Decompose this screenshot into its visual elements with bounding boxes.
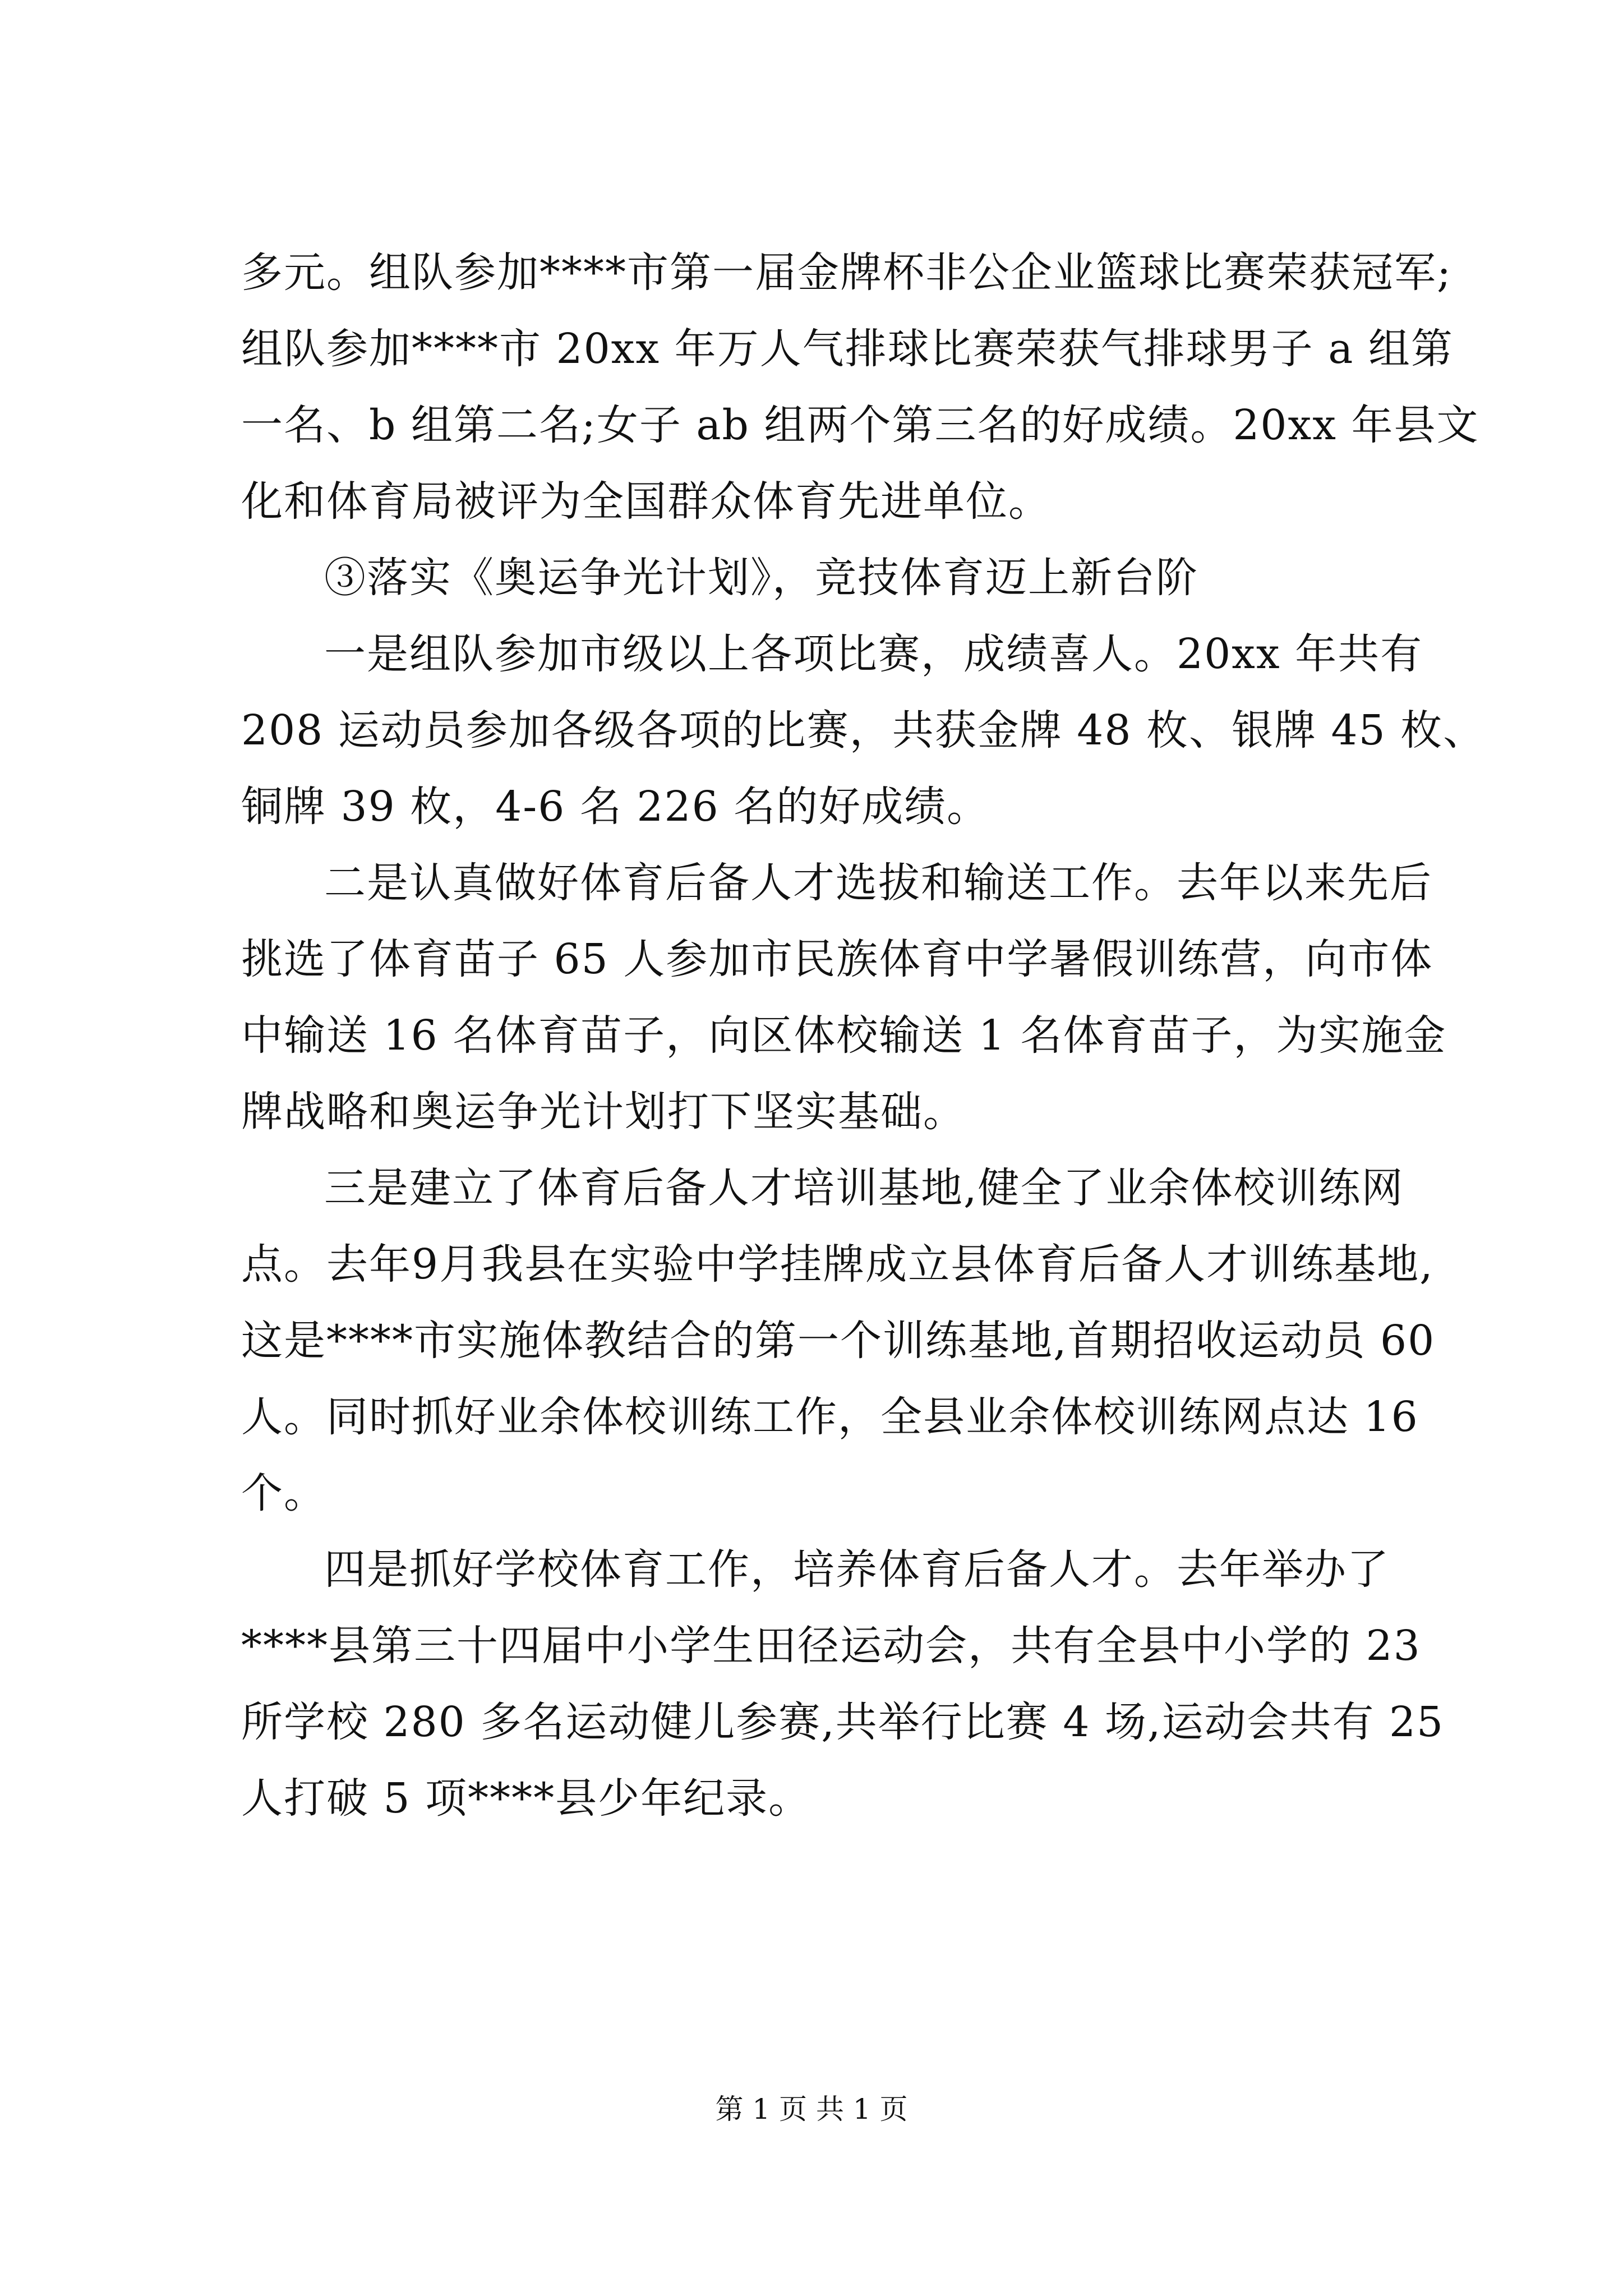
text-line: 中输送 16 名体育苗子，向区体校输送 1 名体育苗子，为实施金 xyxy=(241,1011,1447,1060)
text-line: 铜牌 39 枚，4-6 名 226 名的好成绩。 xyxy=(241,783,990,831)
text-line: 这是****市实施体教结合的第一个训练基地,首期招收运动员 60 xyxy=(241,1317,1436,1365)
paragraph-start: 二是认真做好体育后备人才选拔和输送工作。去年以来先后 xyxy=(324,859,1432,907)
text-line: 组队参加****市 20xx 年万人气排球比赛荣获气排球男子 a 组第 xyxy=(241,325,1454,373)
paragraph-start: 四是抓好学校体育工作，培养体育后备人才。去年举办了 xyxy=(324,1545,1390,1594)
paragraph-start: 三是建立了体育后备人才培训基地,健全了业余体校训练网 xyxy=(324,1164,1404,1212)
text-line: 人打破 5 项****县少年纪录。 xyxy=(241,1774,811,1823)
section-heading: ③落实《奥运争光计划》，竞技体育迈上新台阶 xyxy=(324,554,1198,602)
text-line: 所学校 280 多名运动健儿参赛,共举行比赛 4 场,运动会共有 25 xyxy=(241,1698,1445,1746)
paragraph-start: 一是组队参加市级以上各项比赛，成绩喜人。20xx 年共有 xyxy=(324,630,1423,678)
text-line: 化和体育局被评为全国群众体育先进单位。 xyxy=(241,477,1051,526)
text-line: ****县第三十四届中小学生田径运动会，共有全县中小学的 23 xyxy=(241,1622,1421,1670)
text-line: 挑选了体育苗子 65 人参加市民族体育中学暑假训练营，向市体 xyxy=(241,935,1433,983)
text-line: 208 运动员参加各级各项的比赛，共获金牌 48 枚、银牌 45 枚、 xyxy=(241,706,1486,754)
text-line: 点。去年9月我县在实验中学挂牌成立县体育后备人才训练基地, xyxy=(241,1240,1434,1289)
page-footer: 第 1 页 共 1 页 xyxy=(715,2093,908,2125)
text-line: 牌战略和奥运争光计划打下坚实基础。 xyxy=(241,1088,966,1136)
text-line: 人。同时抓好业余体校训练工作，全县业余体校训练网点达 16 xyxy=(241,1393,1419,1441)
text-line: 多元。组队参加****市第一届金牌杯非公企业篮球比赛荣获冠军; xyxy=(241,249,1452,297)
text-line: 个。 xyxy=(241,1469,326,1517)
text-line: 一名、b 组第二名;女子 ab 组两个第三名的好成绩。20xx 年县文 xyxy=(241,401,1479,449)
